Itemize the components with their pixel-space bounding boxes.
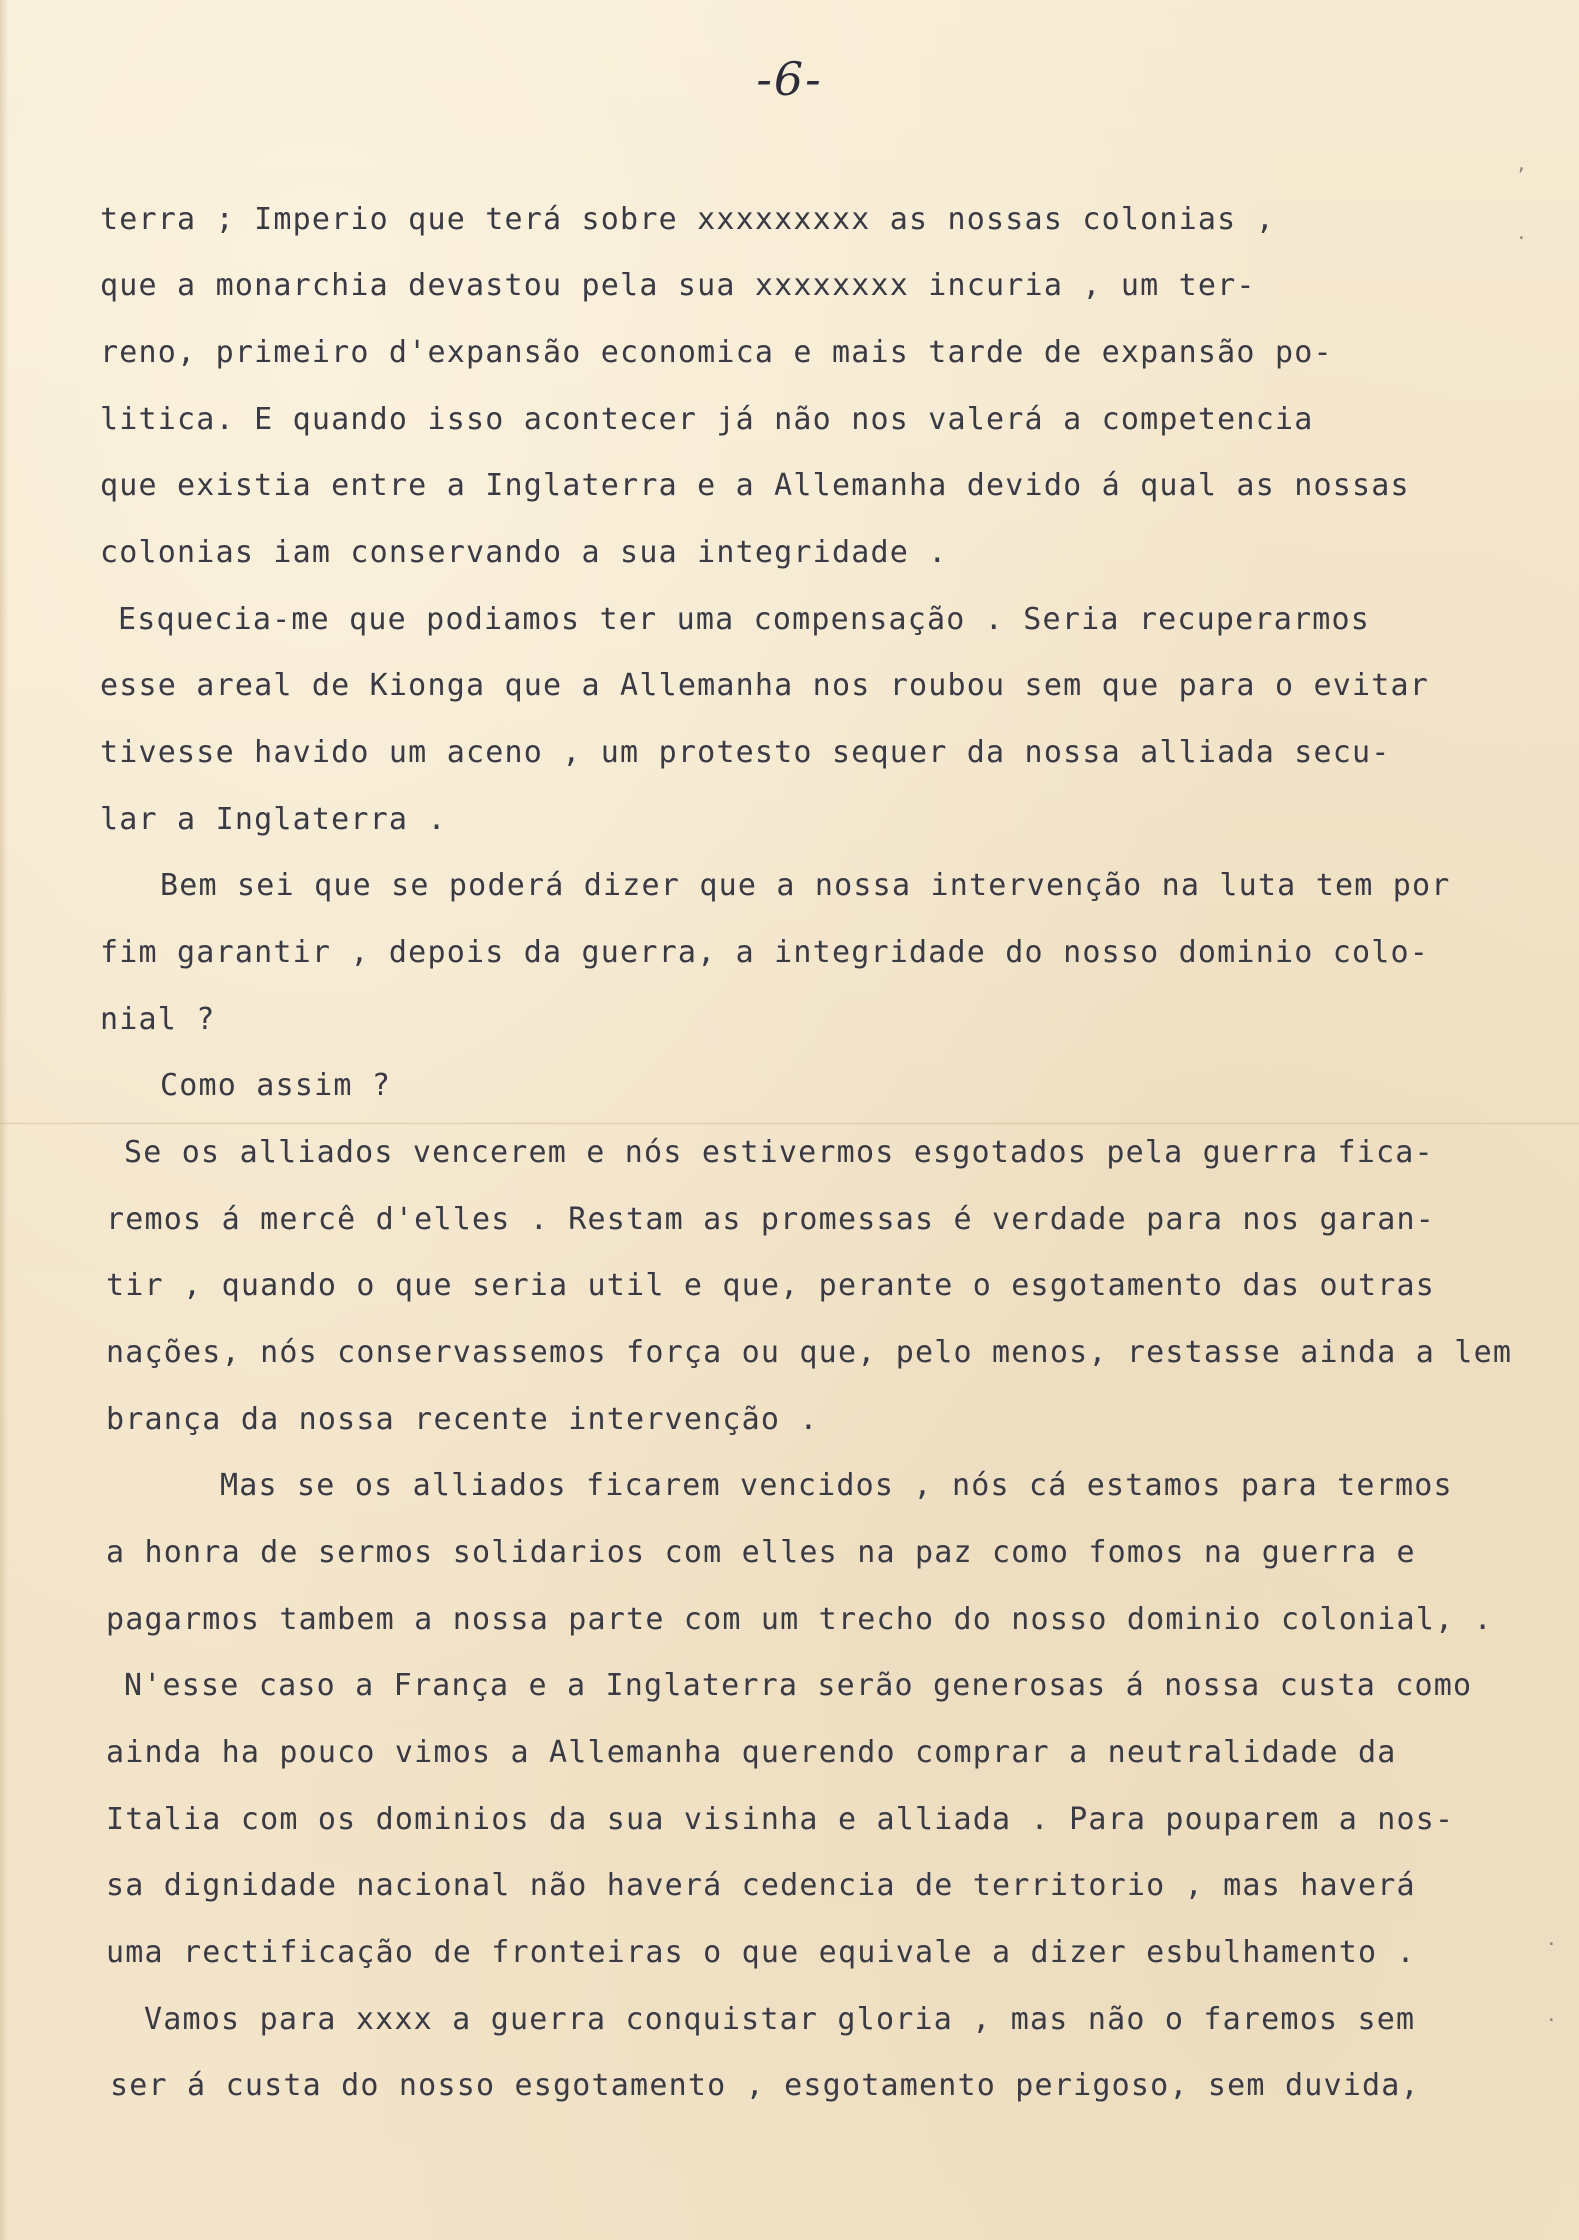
- text-line: uma rectificação de fronteiras o que equivale a dizer esbulhamento .: [106, 1935, 1416, 1970]
- text-line: que existia entre a Inglaterra e a Allemanha devido á qual as nossas: [100, 468, 1410, 503]
- text-line: esse areal de Kionga que a Allemanha nos roubou sem que para o evitar: [100, 668, 1430, 703]
- text-line: lar a Inglaterra .: [100, 802, 447, 837]
- text-line: Italia com os dominios da sua visinha e alliada . Para pouparem a nos-: [106, 1802, 1455, 1837]
- text-line: nações, nós conservassemos força ou que, pelo menos, restasse ainda a lem: [106, 1335, 1513, 1370]
- text-line: reno, primeiro d'expansão economica e mais tarde de expansão po-: [100, 335, 1333, 370]
- text-line: pagarmos tambem a nossa parte com um trecho do nosso dominio colonial, .: [106, 1602, 1493, 1637]
- text-line: sa dignidade nacional não haverá cedencia de territorio , mas haverá: [106, 1868, 1416, 1903]
- text-line: litica. E quando isso acontecer já não nos valerá a competencia: [100, 402, 1314, 437]
- text-line: Bem sei que se poderá dizer que a nossa intervenção na luta tem por: [160, 868, 1451, 903]
- paper-edge-shading: [0, 0, 8, 2240]
- text-line: remos á mercê d'elles . Restam as promessas é verdade para nos garan-: [106, 1202, 1436, 1237]
- text-line: fim garantir , depois da guerra, a integridade do nosso dominio colo-: [100, 935, 1430, 970]
- text-line: tivesse havido um aceno , um protesto sequer da nossa alliada secu-: [100, 735, 1391, 770]
- margin-speck: ,: [1516, 154, 1527, 175]
- text-line: brança da nossa recente intervenção .: [106, 1402, 819, 1437]
- text-line: nial ?: [100, 1002, 216, 1037]
- text-line: terra ; Imperio que terá sobre xxxxxxxxx as nossas colonias ,: [100, 202, 1275, 237]
- text-line: Esquecia-me que podiamos ter uma compensação . Seria recuperarmos: [118, 602, 1370, 637]
- text-line: Se os alliados vencerem e nós estivermos esgotados pela guerra fica-: [124, 1135, 1434, 1170]
- text-line: a honra de sermos solidarios com elles na paz como fomos na guerra e: [106, 1535, 1416, 1570]
- text-line: Vamos para xxxx a guerra conquistar gloria , mas não o faremos sem: [144, 2002, 1416, 2037]
- text-line: Mas se os alliados ficarem vencidos , nós cá estamos para termos: [220, 1468, 1453, 1503]
- paper-fold-line: [0, 1122, 1579, 1125]
- margin-speck: ·: [1546, 1934, 1557, 1955]
- text-line: colonias iam conservando a sua integridade .: [100, 535, 948, 570]
- text-line: Como assim ?: [160, 1068, 392, 1103]
- text-line: que a monarchia devastou pela sua xxxxxxxx incuria , um ter-: [100, 268, 1256, 303]
- text-line: N'esse caso a França e a Inglaterra serão generosas á nossa custa como: [124, 1668, 1473, 1703]
- margin-speck: ·: [1516, 228, 1527, 249]
- text-line: tir , quando o que seria util e que, perante o esgotamento das outras: [106, 1268, 1436, 1303]
- text-line: ser á custa do nosso esgotamento , esgotamento perigoso, sem duvida,: [110, 2068, 1420, 2103]
- page-number: -6-: [756, 52, 823, 106]
- margin-speck: ·: [1546, 2010, 1557, 2031]
- text-line: ainda ha pouco vimos a Allemanha querendo comprar a neutralidade da: [106, 1735, 1397, 1770]
